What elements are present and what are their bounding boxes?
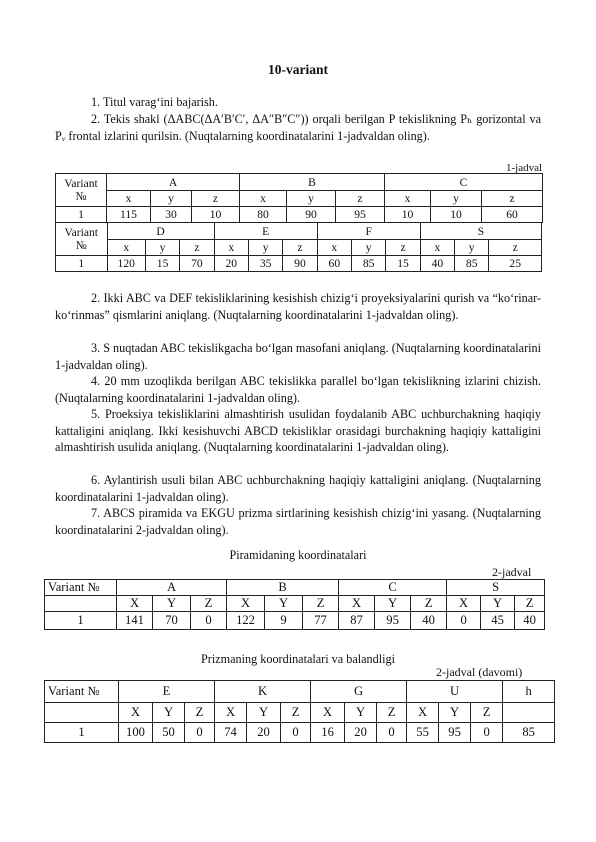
table3-label: 2-jadval (davomi) bbox=[436, 665, 523, 679]
table-cell: 77 bbox=[303, 612, 339, 630]
axis-header: Z bbox=[471, 703, 503, 723]
table-cell: 0 bbox=[185, 723, 215, 743]
axis-header: X bbox=[407, 703, 439, 723]
table-cell: 115 bbox=[107, 207, 151, 223]
axis-header: Y bbox=[345, 703, 377, 723]
table-cell: 10 bbox=[385, 207, 431, 223]
point-header: S bbox=[420, 223, 541, 240]
table-cell: 85 bbox=[455, 256, 489, 272]
task-3: 3. S nuqtadan ABC tekislikgacha bo‘lgan masofani aniqlang. (Nuqtalarning koordinatalarini 1-jadvaldan oling). bbox=[55, 341, 541, 372]
table-cell: 100 bbox=[119, 723, 153, 743]
axis-header: Y bbox=[481, 596, 515, 612]
table3-caption: Prizmaning koordinatalari va balandligi bbox=[201, 652, 395, 666]
axis-header: X bbox=[339, 596, 375, 612]
task-1: 1. Titul varag‘ini bajarish. bbox=[91, 95, 218, 109]
axis-header: y bbox=[431, 191, 482, 207]
axis-header: Z bbox=[185, 703, 215, 723]
table-cell: 0 bbox=[281, 723, 311, 743]
axis-header: x bbox=[107, 240, 145, 256]
table-cell: 1 bbox=[56, 207, 107, 223]
table-cell: 40 bbox=[411, 612, 447, 630]
variant-header: Variant № bbox=[45, 580, 117, 596]
table-cell: 120 bbox=[107, 256, 145, 272]
table-cell: 0 bbox=[377, 723, 407, 743]
table-cell: 1 bbox=[45, 612, 117, 630]
table-cell: 55 bbox=[407, 723, 439, 743]
table-cell: 74 bbox=[215, 723, 247, 743]
table2-label: 2-jadval bbox=[492, 565, 532, 579]
axis-header: z bbox=[283, 240, 317, 256]
page-title: 10-variant bbox=[268, 62, 328, 77]
table-cell: 95 bbox=[375, 612, 411, 630]
axis-header: Y bbox=[439, 703, 471, 723]
axis-header: x bbox=[107, 191, 151, 207]
axis-header: y bbox=[151, 191, 192, 207]
axis-header: Y bbox=[153, 703, 185, 723]
table-cell: 122 bbox=[227, 612, 265, 630]
axis-header: X bbox=[117, 596, 153, 612]
table-cell: 9 bbox=[265, 612, 303, 630]
task-4: 4. 20 mm uzoqlikda berilgan ABC tekislikka parallel bo‘lgan tekislikning izlarini chizish. (Nuqtalarning koordinatalarini 1-jadvaldan oling). bbox=[55, 374, 541, 405]
axis-header: X bbox=[119, 703, 153, 723]
axis-header: Z bbox=[515, 596, 545, 612]
table-cell: 20 bbox=[214, 256, 248, 272]
axis-header: x bbox=[420, 240, 454, 256]
task-2b: 2. Ikki ABC va DEF tekisliklarining kesishish chizig‘i proyeksiyalarini qurish va “ko‘rinar-ko‘rinmas” qismlarini aniqlang. (Nuqtalarning koordinatalarini 1-jadvaldan oling). bbox=[55, 291, 541, 322]
table-cell: 20 bbox=[247, 723, 281, 743]
point-header: A bbox=[117, 580, 227, 596]
axis-header: x bbox=[385, 191, 431, 207]
axis-header: Z bbox=[303, 596, 339, 612]
axis-header: y bbox=[287, 191, 336, 207]
table-cell: 1 bbox=[45, 723, 119, 743]
table-cell: 10 bbox=[192, 207, 240, 223]
table-cell: 70 bbox=[153, 612, 191, 630]
axis-header: y bbox=[248, 240, 282, 256]
table-cell: 95 bbox=[439, 723, 471, 743]
axis-header: z bbox=[482, 191, 543, 207]
point-header: F bbox=[317, 223, 420, 240]
table-cell: 0 bbox=[447, 612, 481, 630]
axis-header: x bbox=[240, 191, 287, 207]
table-cell: 141 bbox=[117, 612, 153, 630]
axis-header: Y bbox=[265, 596, 303, 612]
variant-header: Variant № bbox=[45, 681, 119, 703]
point-header: E bbox=[119, 681, 215, 703]
table-cell: 1 bbox=[56, 256, 108, 272]
task-7: 7. ABCS piramida va EKGU prizma sirtlarining kesishish chizig‘ini yasang. (Nuqtalarning koordinatalarini 2-jadvaldan oling). bbox=[55, 506, 541, 537]
axis-header: z bbox=[192, 191, 240, 207]
axis-header: Z bbox=[377, 703, 407, 723]
axis-header: Y bbox=[247, 703, 281, 723]
table-cell: 90 bbox=[287, 207, 336, 223]
point-header: C bbox=[385, 174, 543, 191]
table-cell: 80 bbox=[240, 207, 287, 223]
table-cell: 85 bbox=[503, 723, 555, 743]
point-header: U bbox=[407, 681, 503, 703]
point-header: D bbox=[107, 223, 214, 240]
pyramid-table bbox=[44, 579, 545, 630]
point-header: A bbox=[107, 174, 240, 191]
axis-header: X bbox=[447, 596, 481, 612]
table-cell: 85 bbox=[352, 256, 386, 272]
table1-label: 1-jadval bbox=[506, 162, 543, 174]
table-cell: 50 bbox=[153, 723, 185, 743]
axis-header: Y bbox=[375, 596, 411, 612]
axis-header: Z bbox=[281, 703, 311, 723]
axis-header: z bbox=[489, 240, 542, 256]
point-header: B bbox=[227, 580, 339, 596]
axis-header: y bbox=[145, 240, 179, 256]
table-cell: 0 bbox=[191, 612, 227, 630]
variant-header: Variant № bbox=[56, 223, 108, 256]
table-cell: 16 bbox=[311, 723, 345, 743]
table-cell: 70 bbox=[180, 256, 214, 272]
height-header: h bbox=[503, 681, 555, 703]
axis-header: x bbox=[317, 240, 351, 256]
axis-header: X bbox=[215, 703, 247, 723]
table-cell: 87 bbox=[339, 612, 375, 630]
table-cell: 60 bbox=[317, 256, 351, 272]
point-header: B bbox=[240, 174, 385, 191]
table-cell: 40 bbox=[420, 256, 454, 272]
point-header: C bbox=[339, 580, 447, 596]
table-cell: 15 bbox=[145, 256, 179, 272]
axis-header: z bbox=[386, 240, 420, 256]
axis-header: Z bbox=[191, 596, 227, 612]
axis-header: X bbox=[227, 596, 265, 612]
table-cell: 30 bbox=[151, 207, 192, 223]
table-cell: 45 bbox=[481, 612, 515, 630]
table-cell: 10 bbox=[431, 207, 482, 223]
table-cell: 25 bbox=[489, 256, 542, 272]
table-cell: 60 bbox=[482, 207, 543, 223]
table2-caption: Piramidaning koordinatalari bbox=[229, 548, 367, 562]
task-5: 5. Proeksiya tekisliklarini almashtirish usulidan foydalanib ABC uchburchakning haqiqiy kattaligini aniqlang. Ikki kesishuvchi ABCD tekisliklar orasidagi burchakning haqiqiy kattaligini almashtirish usulida aniqlang. (Nuqtalarning koordinatalarini 1-jadvaldan oling). bbox=[55, 407, 541, 455]
table-cell: 90 bbox=[283, 256, 317, 272]
table-cell: 40 bbox=[515, 612, 545, 630]
prism-table bbox=[44, 680, 555, 743]
table-cell: 0 bbox=[471, 723, 503, 743]
axis-header: z bbox=[336, 191, 385, 207]
axis-header: z bbox=[180, 240, 214, 256]
table-cell: 95 bbox=[336, 207, 385, 223]
axis-header: x bbox=[214, 240, 248, 256]
coordinates-table-1-part2 bbox=[55, 222, 542, 272]
table-cell: 20 bbox=[345, 723, 377, 743]
coordinates-table-1 bbox=[55, 173, 543, 223]
axis-header: y bbox=[352, 240, 386, 256]
point-header: E bbox=[214, 223, 317, 240]
point-header: S bbox=[447, 580, 545, 596]
table-cell: 15 bbox=[386, 256, 420, 272]
table-cell: 35 bbox=[248, 256, 282, 272]
axis-header: Z bbox=[411, 596, 447, 612]
axis-header: Y bbox=[153, 596, 191, 612]
point-header: K bbox=[215, 681, 311, 703]
variant-header: Variant № bbox=[56, 174, 107, 207]
task-6: 6. Aylantirish usuli bilan ABC uchburchakning haqiqiy kattaligini aniqlang. (Nuqtalarning koordinatalarini 1-jadvaldan oling). bbox=[55, 473, 541, 504]
point-header: G bbox=[311, 681, 407, 703]
axis-header: y bbox=[455, 240, 489, 256]
task-2a: 2. Tekis shakl (ΔABC(ΔA′B′C′, ΔA″B″C″)) orqali berilgan P tekislikning Pₕ gorizontal va Pᵥ frontal izlarini qurilsin. (Nuqtalarning koordinatalarini 1-jadvaldan oling). bbox=[55, 112, 541, 143]
axis-header: X bbox=[311, 703, 345, 723]
